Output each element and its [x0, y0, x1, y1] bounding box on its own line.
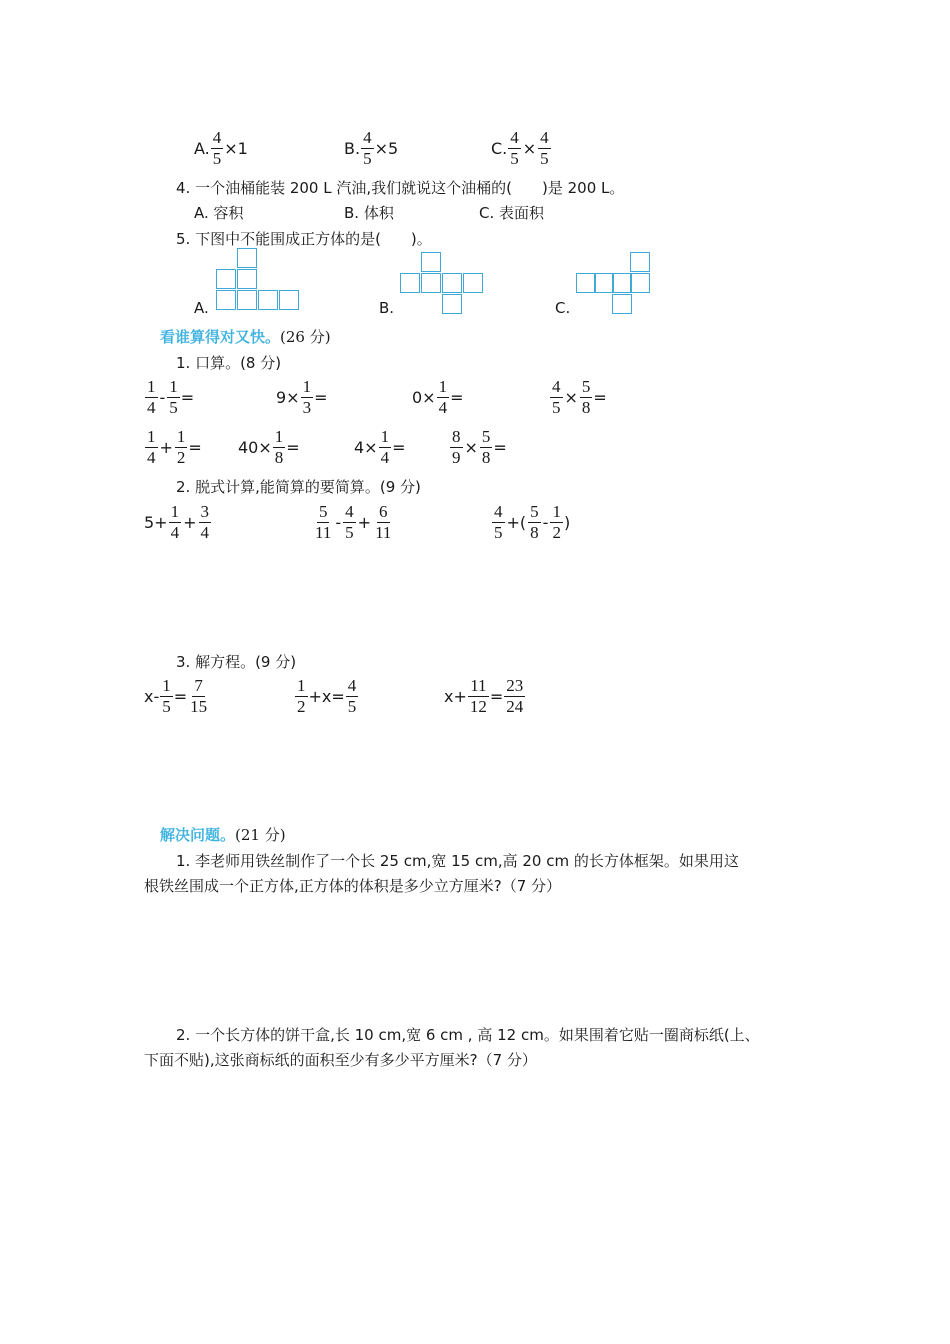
- q4-option-a: A. 容积: [194, 204, 244, 222]
- oral-heading: 1. 口算。(8 分): [176, 354, 282, 372]
- detached-expr-1: 5+ $\frac{1}{4}$ + $\frac{3}{4}$: [144, 502, 209, 542]
- detached-expr-2: $\frac{5}{11}$ - $\frac{4}{5}$ + $\frac{6}{11}$: [315, 502, 392, 542]
- oral-item: 0× $\frac{1}{4}$ =: [412, 377, 464, 417]
- oral-item: $\frac{4}{5}$ × $\frac{5}{8}$ =: [552, 377, 607, 417]
- q3-option-b: B. $\frac{4}{5}$ ×5: [344, 128, 399, 168]
- equations-heading: 3. 解方程。(9 分): [176, 653, 297, 671]
- problem-1-line-1: 1. 李老师用铁丝制作了一个长 25 cm,宽 15 cm,高 20 cm 的长方体框架。如果用这: [176, 852, 739, 870]
- q4-option-c: C. 表面积: [479, 204, 545, 222]
- oral-item: $\frac{8}{9}$ × $\frac{5}{8}$ =: [452, 427, 507, 467]
- fraction: $\frac{4}{5}$: [540, 128, 549, 168]
- oral-item: 9× $\frac{1}{3}$ =: [276, 377, 328, 417]
- oral-item: $\frac{1}{4}$ + $\frac{1}{2}$ =: [147, 427, 202, 467]
- problem-2-line-2: 下面不贴),这张商标纸的面积至少有多少平方厘米?（7 分）: [144, 1051, 537, 1069]
- equation-1: x- $\frac{1}{5}$ = $\frac{7}{15}$: [144, 676, 208, 716]
- q5-option-a: A.: [194, 299, 209, 317]
- problem-2-line-1: 2. 一个长方体的饼干盒,长 10 cm,宽 6 cm , 高 12 cm。如果围着它贴一圈商标纸(上、: [176, 1026, 760, 1044]
- fraction: $\frac{4}{5}$: [510, 128, 519, 168]
- q4-option-b: B. 体积: [344, 204, 394, 222]
- q4-stem: 4. 一个油桶能装 200 L 汽油,我们就说这个油桶的( )是 200 L。: [176, 179, 625, 197]
- fraction: $\frac{4}{5}$: [212, 128, 222, 168]
- section-title-problems: 解决问题。(21 分): [160, 826, 286, 844]
- detached-heading: 2. 脱式计算,能简算的要简算。(9 分): [176, 478, 421, 496]
- oral-item: $\frac{1}{4}$ - $\frac{1}{5}$ =: [147, 377, 195, 417]
- problem-1-line-2: 根铁丝围成一个正方体,正方体的体积是多少立方厘米?（7 分）: [144, 877, 562, 895]
- q3-option-a: A. $\frac{4}{5}$ ×1: [194, 128, 248, 168]
- q5-option-b: B.: [379, 299, 395, 317]
- oral-item: 4× $\frac{1}{4}$ =: [354, 427, 406, 467]
- equation-3: x+ $\frac{11}{12}$ = $\frac{23}{24}$: [444, 676, 524, 716]
- q5-stem: 5. 下图中不能围成正方体的是( )。: [176, 230, 432, 248]
- section-title-calculation: 看谁算得对又快。(26 分): [160, 328, 331, 346]
- equation-2: $\frac{1}{2}$ +x= $\frac{4}{5}$: [297, 676, 357, 716]
- fraction: $\frac{4}{5}$: [363, 128, 372, 168]
- detached-expr-3: $\frac{4}{5}$ +( $\frac{5}{8}$ - $\frac{1}{2}$ ): [494, 502, 571, 542]
- q5-option-c: C.: [555, 299, 571, 317]
- oral-item: 40× $\frac{1}{8}$ =: [238, 427, 300, 467]
- q3-option-c: C. $\frac{4}{5}$ × $\frac{4}{5}$: [491, 128, 549, 168]
